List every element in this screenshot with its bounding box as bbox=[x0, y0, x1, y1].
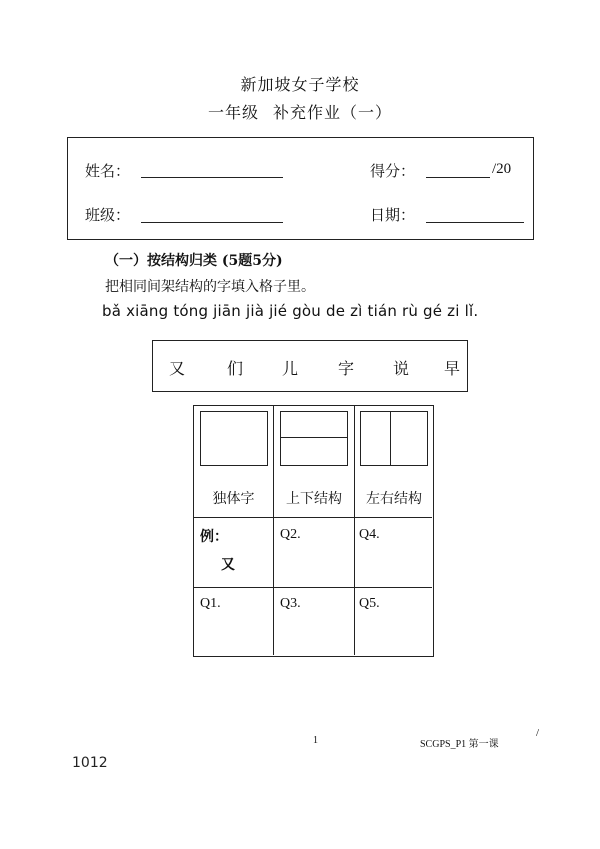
header-single: 独体字 bbox=[212, 491, 255, 507]
class-label: 班级： bbox=[85, 206, 131, 224]
character-item: 字 bbox=[337, 359, 354, 378]
character-bank bbox=[152, 340, 468, 392]
score-total: /20 bbox=[492, 161, 512, 177]
class-field[interactable] bbox=[141, 222, 283, 223]
name-field[interactable] bbox=[141, 177, 283, 178]
student-info-box bbox=[67, 137, 534, 240]
header-left-right: 左右结构 bbox=[366, 491, 422, 507]
character-item: 儿 bbox=[281, 359, 298, 378]
page-number: 1 bbox=[313, 735, 318, 746]
character-item: 说 bbox=[392, 359, 409, 378]
worksheet-subtitle bbox=[0, 100, 600, 123]
answer-cell-q5[interactable]: Q5. bbox=[359, 596, 380, 611]
character-item: 们 bbox=[226, 359, 243, 378]
classification-table bbox=[193, 405, 434, 657]
answer-cell-q2[interactable]: Q2. bbox=[280, 527, 301, 542]
row-divider bbox=[194, 517, 432, 518]
instruction-pinyin: bǎ xiāng tóng jiān jià jié gòu de zì tián rù gé zi lǐ. bbox=[102, 302, 479, 320]
handwritten-note: 1012 bbox=[72, 755, 108, 771]
name-label: 姓名： bbox=[85, 162, 131, 180]
top-bottom-structure-icon bbox=[280, 411, 348, 466]
left-right-structure-icon bbox=[360, 411, 428, 466]
character-item: 又 bbox=[168, 359, 185, 378]
tick-mark: / bbox=[536, 727, 540, 739]
document-code: SCGPS_P1 第一课 bbox=[420, 739, 499, 750]
column-divider bbox=[354, 406, 355, 655]
score-label: 得分： bbox=[370, 162, 416, 180]
header-top-bottom: 上下结构 bbox=[286, 491, 342, 507]
single-structure-icon bbox=[200, 411, 268, 466]
example-character: 又 bbox=[221, 557, 235, 573]
row-divider bbox=[194, 587, 432, 588]
date-field[interactable] bbox=[426, 222, 524, 223]
instruction-text: 把相同间架结构的字填入格子里。 bbox=[105, 279, 315, 295]
character-item: 早 bbox=[443, 359, 460, 378]
assignment-title: 补充作业（一） bbox=[273, 103, 393, 122]
school-name: 新加坡女子学校 bbox=[240, 75, 360, 94]
score-field[interactable] bbox=[426, 177, 490, 178]
answer-cell-q4[interactable]: Q4. bbox=[359, 527, 380, 542]
section-title: （一）按结构归类 (5题5分) bbox=[105, 253, 283, 269]
grade-label: 一年级 bbox=[207, 103, 259, 122]
answer-cell-q3[interactable]: Q3. bbox=[280, 596, 301, 611]
example-label: 例： bbox=[200, 529, 228, 545]
column-divider bbox=[273, 406, 274, 655]
date-label: 日期： bbox=[370, 206, 416, 224]
answer-cell-q1[interactable]: Q1. bbox=[200, 596, 221, 611]
